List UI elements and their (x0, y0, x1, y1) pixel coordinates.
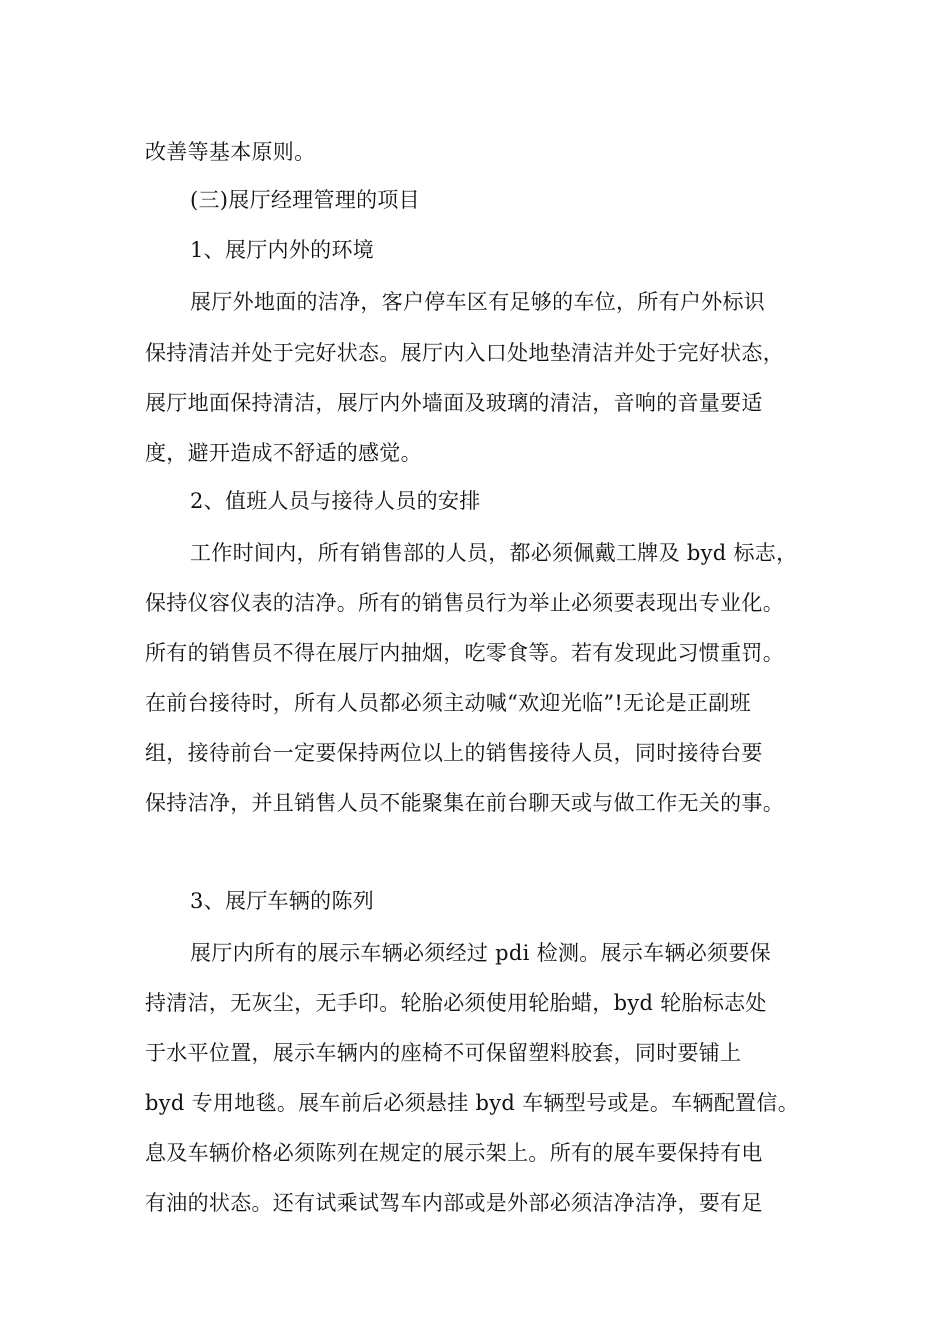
paragraph-line: 于水平位置，展示车辆内的座椅不可保留塑料胶套，同时要铺上 (145, 1041, 742, 1065)
paragraph-line: 有油的状态。还有试乘试驾车内部或是外部必须洁净洁净，要有足 (145, 1191, 763, 1215)
paragraph-line: 展厅内所有的展示车辆必须经过 pdi 检测。展示车辆必须要保 (190, 941, 771, 965)
paragraph-line: 组，接待前台一定要保持两位以上的销售接待人员，同时接待台要 (145, 741, 763, 765)
paragraph-line: 保持清洁并处于完好状态。展厅内入口处地垫清洁并处于完好状态， (145, 341, 784, 365)
paragraph-line: 所有的销售员不得在展厅内抽烟，吃零食等。若有发现此习惯重罚。 (145, 641, 784, 665)
subsection-heading: 3、展厅车辆的陈列 (190, 889, 375, 913)
paragraph-line: 息及车辆价格必须陈列在规定的展示架上。所有的展车要保持有电 (145, 1141, 763, 1165)
paragraph-line: 工作时间内，所有销售部的人员，都必须佩戴工牌及 byd 标志， (190, 541, 798, 565)
paragraph-line: 持清洁，无灰尘，无手印。轮胎必须使用轮胎蜡，byd 轮胎标志处 (145, 991, 767, 1015)
paragraph-line: byd 专用地毯。展车前后必须悬挂 byd 车辆型号或是。车辆配置信。 (145, 1091, 800, 1115)
paragraph-line: 改善等基本原则。 (145, 140, 316, 164)
paragraph-line: 展厅地面保持清洁，展厅内外墙面及玻璃的清洁，音响的音量要适 (145, 391, 763, 415)
subsection-heading: 2、值班人员与接待人员的安排 (190, 489, 481, 513)
paragraph-line: 保持洁净，并且销售人员不能聚集在前台聊天或与做工作无关的事。 (145, 791, 784, 815)
paragraph-line: 展厅外地面的洁净，客户停车区有足够的车位，所有户外标识 (190, 290, 766, 314)
subsection-heading: 1、展厅内外的环境 (190, 238, 375, 262)
paragraph-line: 保持仪容仪表的洁净。所有的销售员行为举止必须要表现出专业化。 (145, 591, 784, 615)
paragraph-line: 在前台接待时，所有人员都必须主动喊“欢迎光临”!无论是正副班 (145, 691, 751, 715)
paragraph-line: 度，避开造成不舒适的感觉。 (145, 441, 422, 465)
section-heading: (三)展厅经理管理的项目 (190, 188, 420, 212)
